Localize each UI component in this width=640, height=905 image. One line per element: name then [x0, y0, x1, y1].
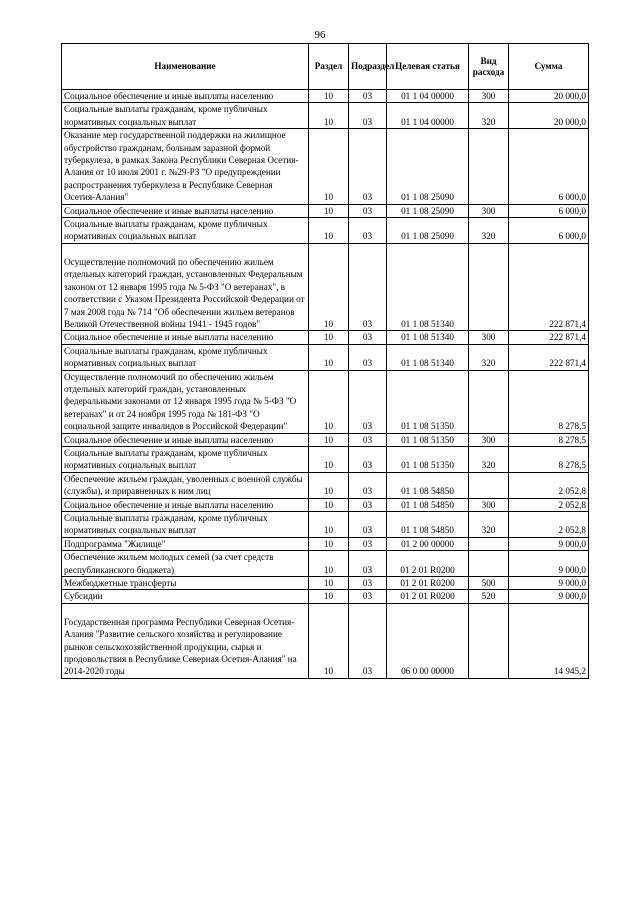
row-amount: 6 000,0 — [509, 129, 589, 204]
row-name: Социальное обеспечение и иные выплаты населению — [62, 433, 309, 446]
row-name: Осуществление полномочий по обеспечению жильем отдельных категорий граждан, установленных Федеральным законом от 12 января 1995 года № 5-ФЗ "О ветеранах", в соответствии с Указом Президента Российской Федерации от 7 мая 2008 года № 714 "Об обеспечении жильем ветеранов Великой Отечественной войны 1941 - 1945 годов" — [62, 243, 309, 330]
table-row — [62, 537, 589, 550]
table-row — [62, 344, 589, 370]
row-amount: 9 000,0 — [509, 537, 589, 550]
row-expense-type: 500 — [469, 577, 509, 590]
header-name: Наименование — [62, 44, 309, 90]
row-expense-type — [469, 551, 509, 577]
row-section: 10 — [309, 218, 349, 244]
row-target: 01 2 01 R0200 — [387, 577, 469, 590]
table-row — [62, 370, 589, 433]
row-section: 10 — [309, 370, 349, 433]
row-expense-type — [469, 603, 509, 678]
row-target: 01 1 04 00000 — [387, 90, 469, 103]
header-expense-type: Вид расхода — [469, 44, 509, 90]
row-expense-type: 300 — [469, 498, 509, 511]
row-name: Социальные выплаты гражданам, кроме публичных нормативных социальных выплат — [62, 218, 309, 244]
row-section: 10 — [309, 590, 349, 603]
row-subsection: 03 — [349, 498, 387, 511]
header-amount: Сумма — [509, 44, 589, 90]
row-amount: 2 052,8 — [509, 472, 589, 498]
header-section: Раздел — [309, 44, 349, 90]
row-amount: 6 000,0 — [509, 218, 589, 244]
row-amount: 2 052,8 — [509, 498, 589, 511]
row-expense-type: 320 — [469, 218, 509, 244]
row-section: 10 — [309, 433, 349, 446]
table-row — [62, 103, 589, 129]
row-subsection: 03 — [349, 590, 387, 603]
row-section: 10 — [309, 537, 349, 550]
row-target: 01 1 08 51350 — [387, 370, 469, 433]
row-expense-type — [469, 370, 509, 433]
row-section: 10 — [309, 103, 349, 129]
table-row — [62, 331, 589, 344]
row-expense-type: 320 — [469, 512, 509, 538]
row-amount: 222 871,4 — [509, 331, 589, 344]
row-target: 01 1 08 54850 — [387, 472, 469, 498]
row-amount: 8 278,5 — [509, 370, 589, 433]
row-section: 10 — [309, 446, 349, 472]
row-subsection: 03 — [349, 537, 387, 550]
page-number: 96 — [314, 29, 326, 41]
row-name: Социальные выплаты гражданам, кроме публичных нормативных социальных выплат — [62, 446, 309, 472]
row-section: 10 — [309, 129, 349, 204]
row-name: Государственная программа Республики Северная Осетия-Алания "Развитие сельского хозяйства и регулирование рынков сельскохозяйственной продукции, сырья и продовольствия в Республике Северная Осетия-Алания" на 2014-2020 годы — [62, 603, 309, 678]
budget-table — [61, 43, 589, 679]
row-name: Оказание мер государственной поддержки на жилищное обустройство гражданам, больным заразной формой туберкулеза, в рамках Закона Республики Северная Осетия-Алания от 10 июля 2001 г. №29-РЗ "О предупреждении распространения туберкулеза в Республике Северная Осетия-Алания" — [62, 129, 309, 204]
row-subsection: 03 — [349, 577, 387, 590]
row-name: Межбюджетные трансферты — [62, 577, 309, 590]
table-row — [62, 90, 589, 103]
row-name: Подпрограмма "Жилище" — [62, 537, 309, 550]
row-amount: 222 871,4 — [509, 243, 589, 330]
row-subsection: 03 — [349, 129, 387, 204]
row-name: Социальные выплаты гражданам, кроме публичных нормативных социальных выплат — [62, 512, 309, 538]
row-expense-type: 520 — [469, 590, 509, 603]
row-subsection: 03 — [349, 433, 387, 446]
row-name: Социальные выплаты гражданам, кроме публичных нормативных социальных выплат — [62, 103, 309, 129]
row-target: 01 1 08 51340 — [387, 344, 469, 370]
row-amount: 9 000,0 — [509, 551, 589, 577]
row-expense-type: 300 — [469, 331, 509, 344]
header-target: Целевая статья — [387, 44, 469, 90]
row-target: 01 2 00 00000 — [387, 537, 469, 550]
row-name: Социальное обеспечение и иные выплаты населению — [62, 498, 309, 511]
table-row — [62, 577, 589, 590]
row-section: 10 — [309, 472, 349, 498]
row-section: 10 — [309, 577, 349, 590]
table-row — [62, 446, 589, 472]
table-row — [62, 218, 589, 244]
row-target: 01 2 01 R0200 — [387, 551, 469, 577]
row-target: 01 1 08 25090 — [387, 204, 469, 217]
table-row — [62, 498, 589, 511]
row-subsection: 03 — [349, 472, 387, 498]
row-subsection: 03 — [349, 90, 387, 103]
row-section: 10 — [309, 603, 349, 678]
row-expense-type: 320 — [469, 446, 509, 472]
row-section: 10 — [309, 551, 349, 577]
row-section: 10 — [309, 204, 349, 217]
row-section: 10 — [309, 512, 349, 538]
row-target: 01 1 08 25090 — [387, 129, 469, 204]
row-amount: 6 000,0 — [509, 204, 589, 217]
row-section: 10 — [309, 90, 349, 103]
row-target: 01 1 08 51340 — [387, 331, 469, 344]
row-target: 06 0 00 00000 — [387, 603, 469, 678]
row-section: 10 — [309, 331, 349, 344]
row-amount: 9 000,0 — [509, 577, 589, 590]
table-row — [62, 433, 589, 446]
table-row — [62, 472, 589, 498]
row-amount: 222 871,4 — [509, 344, 589, 370]
table-row — [62, 512, 589, 538]
row-name: Социальное обеспечение и иные выплаты населению — [62, 204, 309, 217]
row-expense-type — [469, 129, 509, 204]
row-expense-type: 300 — [469, 90, 509, 103]
row-name: Субсидии — [62, 590, 309, 603]
row-expense-type: 320 — [469, 103, 509, 129]
row-name: Социальное обеспечение и иные выплаты населению — [62, 331, 309, 344]
row-expense-type — [469, 472, 509, 498]
table-row — [62, 129, 589, 204]
row-expense-type: 300 — [469, 433, 509, 446]
row-amount: 8 278,5 — [509, 433, 589, 446]
row-section: 10 — [309, 498, 349, 511]
row-target: 01 2 01 R0200 — [387, 590, 469, 603]
row-subsection: 03 — [349, 512, 387, 538]
header-subsection: Подраздел — [349, 44, 387, 90]
row-target: 01 1 08 54850 — [387, 512, 469, 538]
table-row — [62, 590, 589, 603]
row-target: 01 1 08 51340 — [387, 243, 469, 330]
row-target: 01 1 08 51350 — [387, 446, 469, 472]
row-subsection: 03 — [349, 446, 387, 472]
row-target: 01 1 08 25090 — [387, 218, 469, 244]
row-expense-type — [469, 243, 509, 330]
row-target: 01 1 08 54850 — [387, 498, 469, 511]
row-subsection: 03 — [349, 218, 387, 244]
row-section: 10 — [309, 243, 349, 330]
table-header-row — [62, 44, 589, 90]
row-expense-type: 320 — [469, 344, 509, 370]
table-row — [62, 204, 589, 217]
table-row — [62, 603, 589, 678]
row-amount: 9 000,0 — [509, 590, 589, 603]
row-amount: 2 052,8 — [509, 512, 589, 538]
row-subsection: 03 — [349, 344, 387, 370]
row-expense-type: 300 — [469, 204, 509, 217]
row-subsection: 03 — [349, 204, 387, 217]
row-name: Социальные выплаты гражданам, кроме публичных нормативных социальных выплат — [62, 344, 309, 370]
row-amount: 14 945,2 — [509, 603, 589, 678]
row-amount: 8 278,5 — [509, 446, 589, 472]
row-subsection: 03 — [349, 551, 387, 577]
row-amount: 20 000,0 — [509, 103, 589, 129]
row-subsection: 03 — [349, 370, 387, 433]
row-expense-type — [469, 537, 509, 550]
row-name: Социальное обеспечение и иные выплаты населению — [62, 90, 309, 103]
row-subsection: 03 — [349, 103, 387, 129]
row-name: Обеспечение жильем молодых семей (за счет средств республиканского бюджета) — [62, 551, 309, 577]
row-name: Обеспечение жильем граждан, уволенных с военной службы (службы), и приравненных к ним лиц — [62, 472, 309, 498]
row-subsection: 03 — [349, 331, 387, 344]
row-subsection: 03 — [349, 603, 387, 678]
row-name: Осуществление полномочий по обеспечению жильем отдельных категорий граждан, установленных федеральными законами от 12 января 1995 года № 5-ФЗ "О ветеранах" и от 24 ноября 1995 года № 181-ФЗ "О социальной защите инвалидов в Российской Федерации" — [62, 370, 309, 433]
row-target: 01 1 08 51350 — [387, 433, 469, 446]
row-section: 10 — [309, 344, 349, 370]
table-row — [62, 551, 589, 577]
row-amount: 20 000,0 — [509, 90, 589, 103]
table-row — [62, 243, 589, 330]
row-subsection: 03 — [349, 243, 387, 330]
row-target: 01 1 04 00000 — [387, 103, 469, 129]
